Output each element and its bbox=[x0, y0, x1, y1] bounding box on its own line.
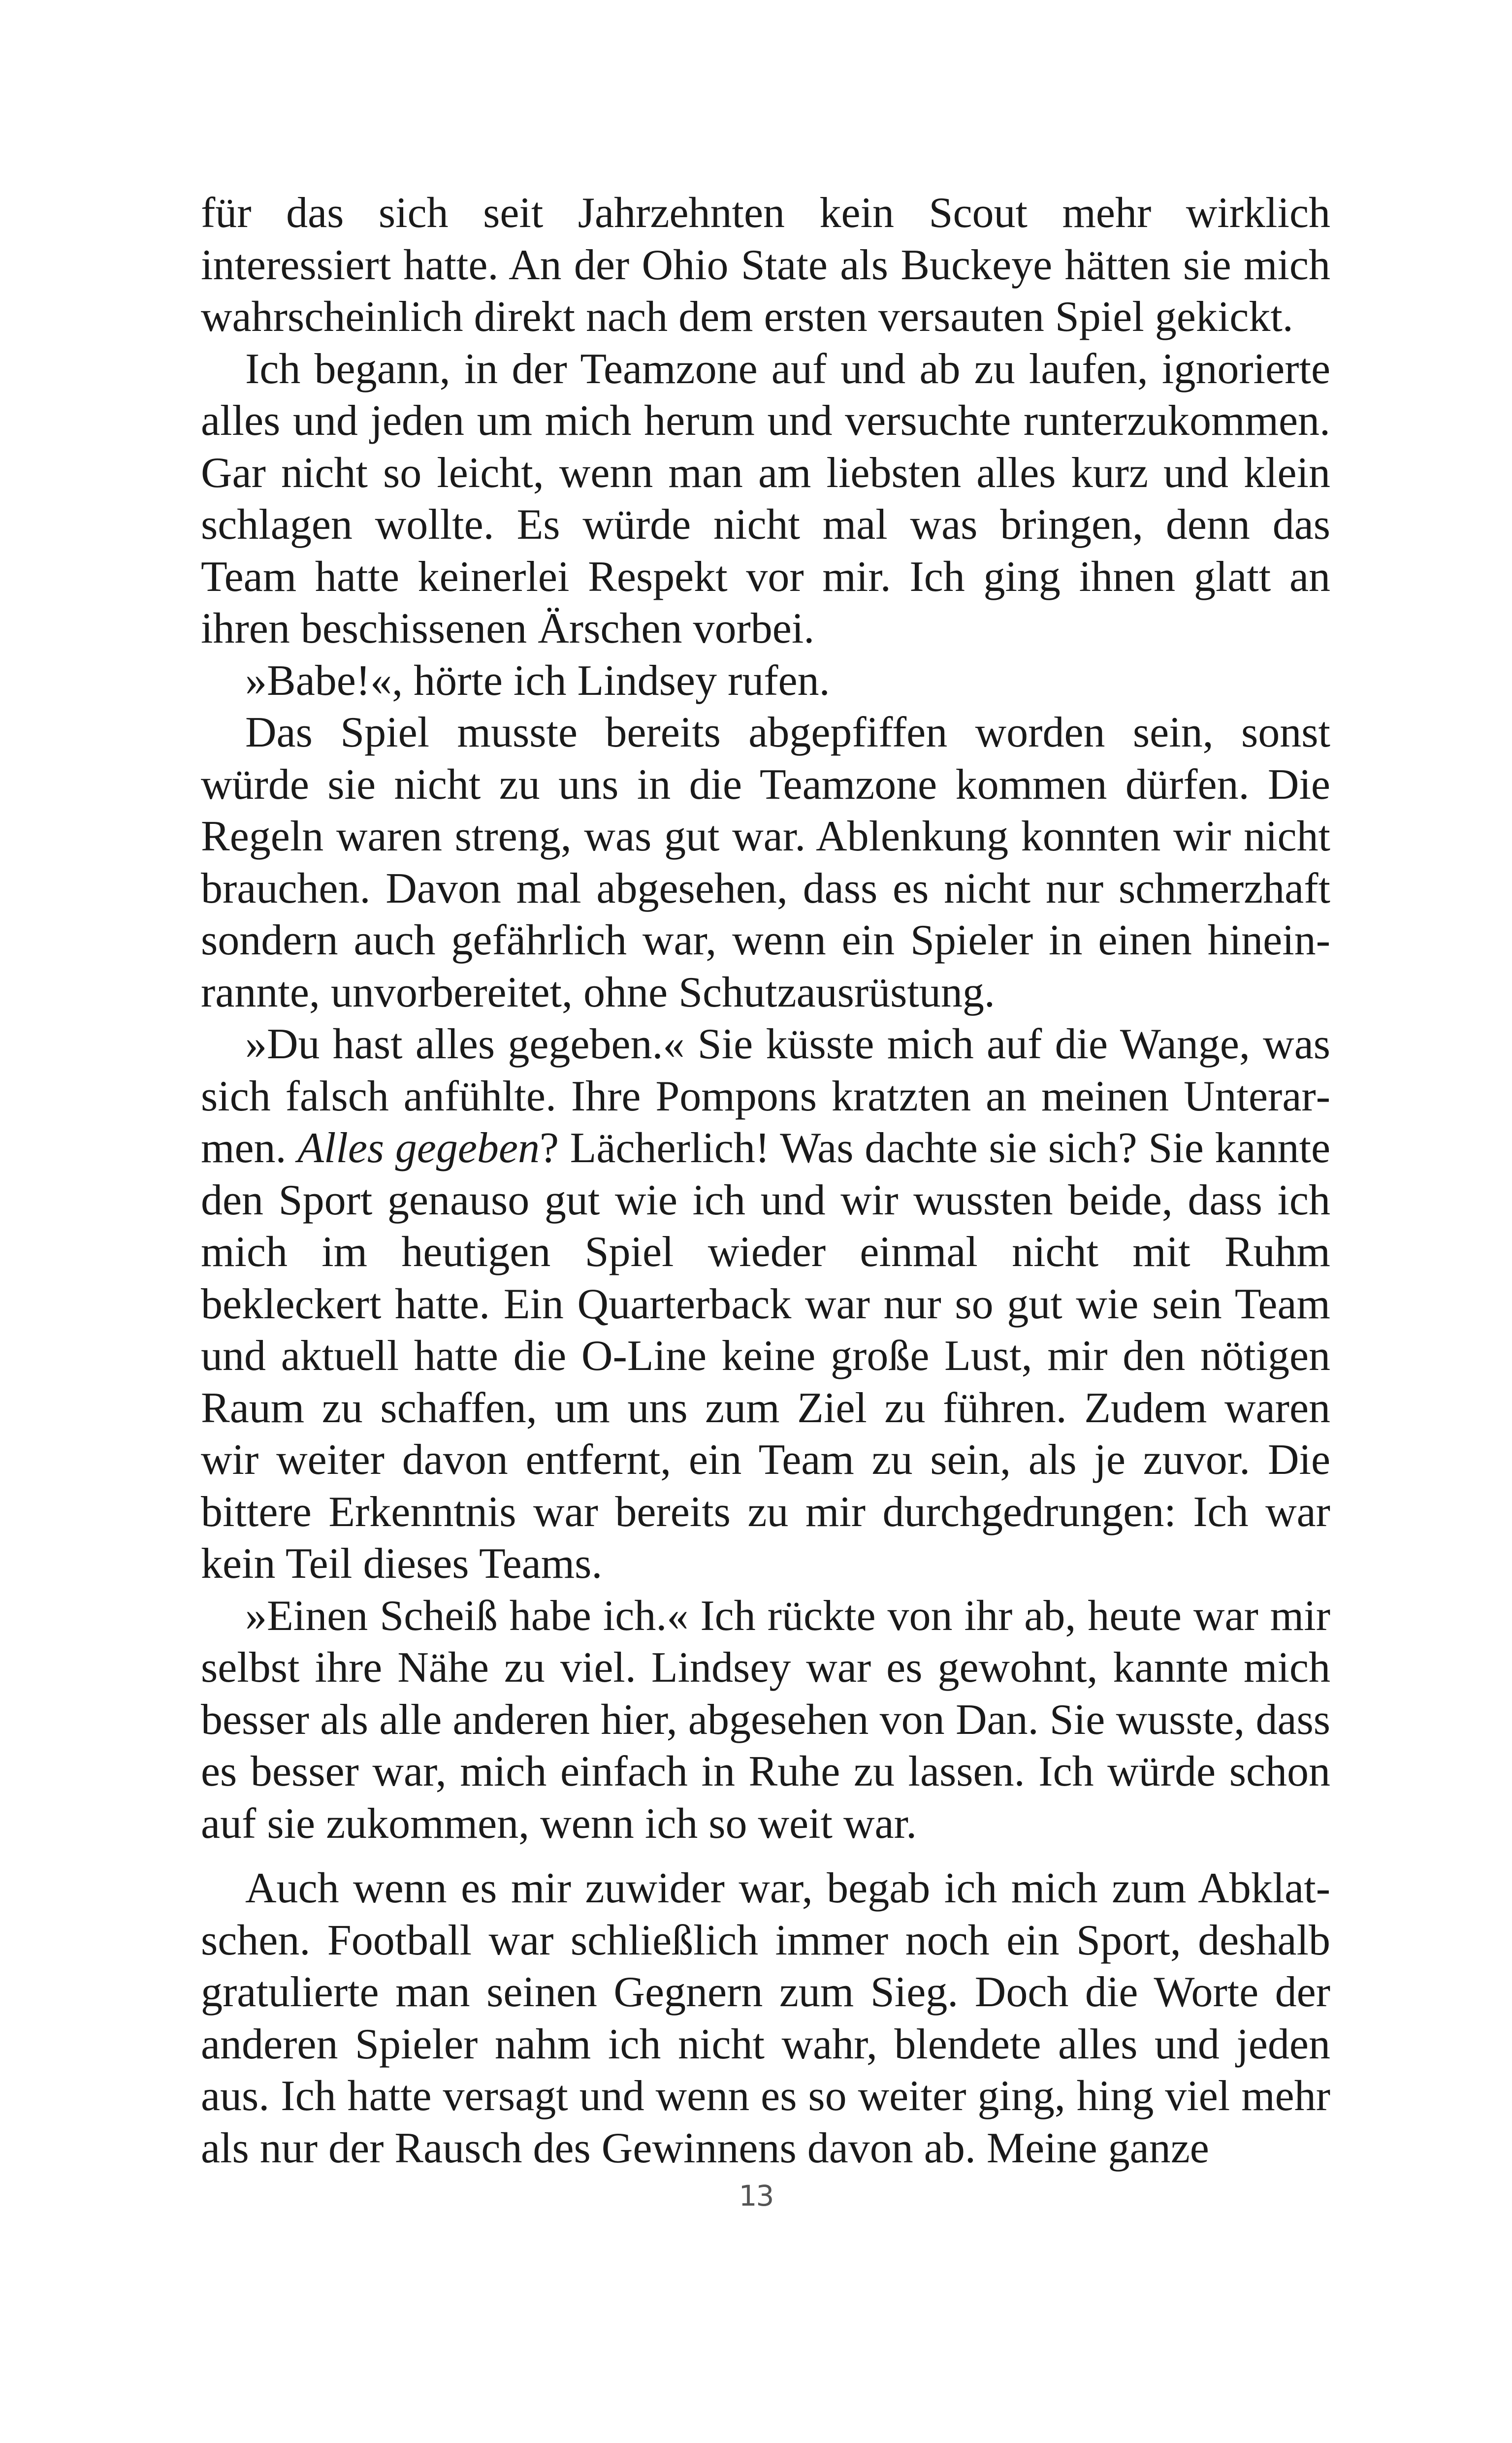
italic-phrase: Alles gegeben bbox=[297, 1124, 540, 1172]
paragraph-text: Ich begann, in der Teamzone auf und ab zu laufen, ignorierte alles und jeden um mich herum und versuchte runterzukommen. Gar nicht so leicht, wenn man am liebsten alles kurz und klein schlagen wollte. Es würde nicht mal was bringen, denn das Team hatte keinerlei Respekt vor mir. Ich ging ihnen glatt an ihren beschissenen Ärschen vorbei. bbox=[201, 345, 1330, 652]
paragraph-5 bbox=[201, 1018, 1330, 1590]
paragraph-text: »Du hast alles gegeben.« Sie küsste mich auf die Wange, was sich falsch anfühlte. Ihre Pompons kratzten an meinen Unterarmen. bbox=[201, 1020, 1330, 1172]
paragraph-text: Das Spiel musste bereits abgepfiffen worden sein, sonst würde sie nicht zu uns in die Teamzone kommen dürfen. Die Regeln waren streng, was gut war. Ablenkung konnten wir nicht brauchen. Davon mal abgesehen, dass es nicht nur schmerzhaft sondern auch gefährlich war, wenn ein Spieler in einen hineinrannte, unvorbereitet, ohne Schutzausrüstung. bbox=[201, 709, 1330, 1016]
page-number: 13 bbox=[739, 2179, 773, 2213]
paragraph-text: Auch wenn es mir zuwider war, begab ich mich zum Abklatschen. Football war schließlich immer noch ein Sport, deshalb gratulierte man seinen Gegnern zum Sieg. Doch die Worte der anderen Spieler nahm ich nicht wahr, blendete alles und jeden aus. Ich hatte versagt und wenn es so weiter ging, hing viel mehr als nur der Rausch des Gewinnens davon ab. Meine ganze bbox=[201, 1864, 1330, 2172]
paragraph-3 bbox=[201, 655, 1330, 707]
paragraph-1 bbox=[201, 187, 1330, 343]
paragraph-text: für das sich seit Jahrzehnten kein Scout mehr wirklich interessiert hatte. An der Ohio State als Buckeye hätten sie mich wahrscheinlich direkt nach dem ersten versauten Spiel gekickt. bbox=[201, 189, 1330, 341]
paragraph-text: »Einen Scheiß habe ich.« Ich rückte von ihr ab, heute war mir selbst ihre Nähe zu viel. Lindsey war es gewohnt, kannte mich besser als alle anderen hier, abgesehen von Dan. Sie wusste, dass es besser war, mich einfach in Ruhe zu lassen. Ich würde schon auf sie zukommen, wenn ich so weit war. bbox=[201, 1592, 1330, 1848]
paragraph-4 bbox=[201, 707, 1330, 1018]
paragraph-text: ? Lächerlich! Was dachte sie sich? Sie kannte den Sport genauso gut wie ich und wir wussten beide, dass ich mich im heutigen Spiel wieder einmal nicht mit Ruhm bekleckert hatte. Ein Quarterback war nur so gut wie sein Team und aktuell hatte die O-Line keine große Lust, mir den nötigen Raum zu schaffen, um uns zum Ziel zu führen. Zudem waren wir weiter davon entfernt, ein Team zu sein, als je zuvor. Die bittere Erkenntnis war bereits zu mir durchgedrungen: Ich war kein Teil dieses Teams. bbox=[201, 1124, 1331, 1588]
paragraph-text: »Babe!«, hörte ich Lindsey rufen. bbox=[245, 656, 830, 705]
paragraph-2 bbox=[201, 343, 1330, 655]
paragraph-6 bbox=[201, 1590, 1330, 1850]
body-text bbox=[201, 187, 1330, 2174]
paragraph-7 bbox=[201, 1862, 1330, 2174]
